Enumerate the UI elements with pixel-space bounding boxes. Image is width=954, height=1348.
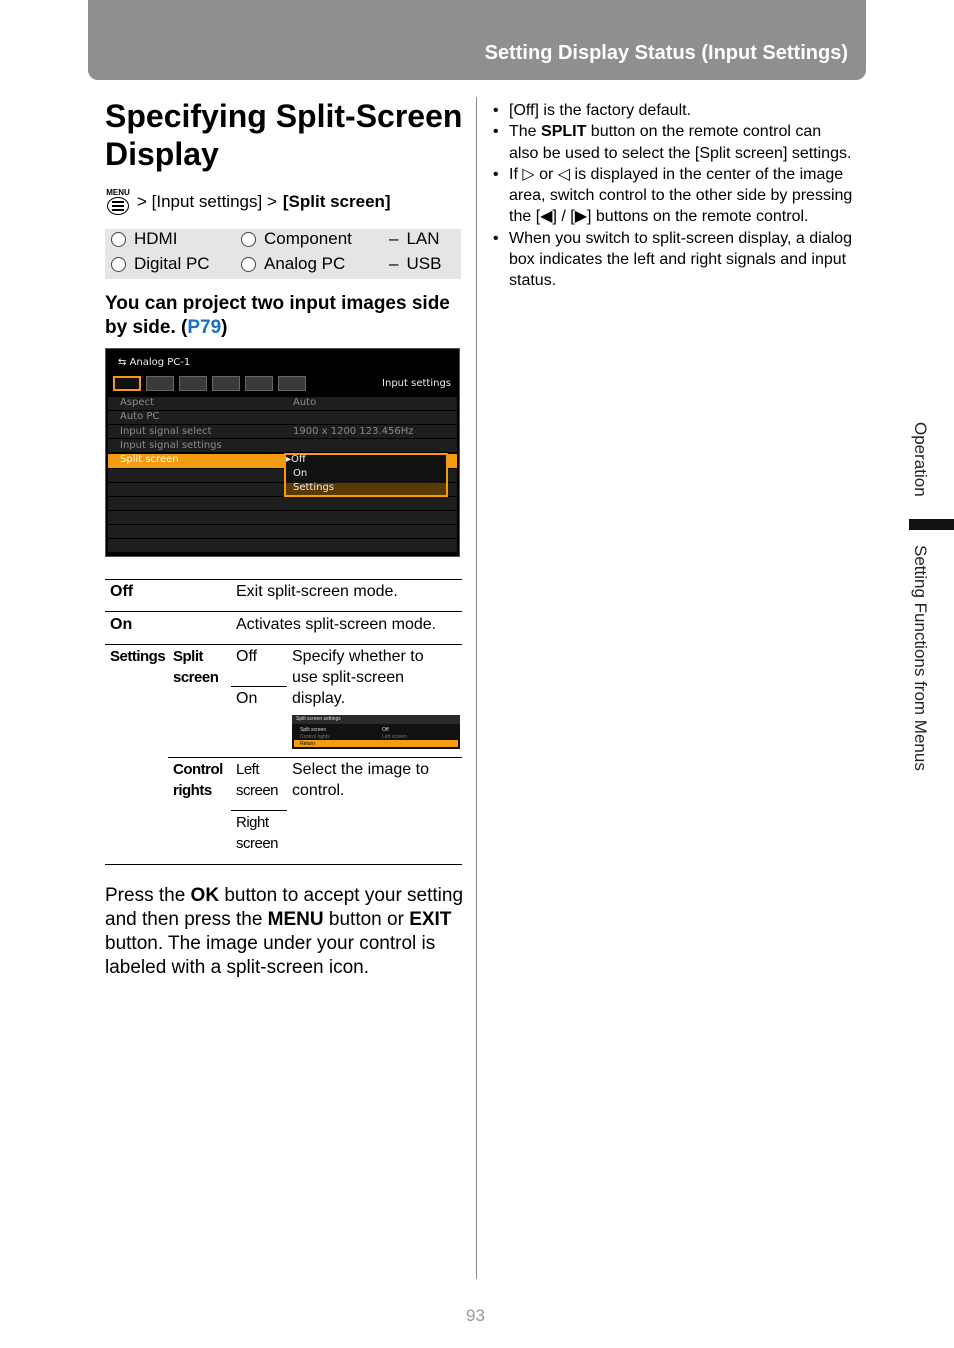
split-screen-row: Split screen xyxy=(120,454,179,465)
option-off: ▸Off xyxy=(286,454,306,465)
off-desc: Exit split-screen mode. xyxy=(236,583,398,600)
triangle-right-outline-icon: ▷ xyxy=(522,165,535,183)
split-settings-thumbnail: Split screen settings Split screen Off Control rights Left screen Return xyxy=(292,715,460,749)
triangle-right-icon: ▶ xyxy=(574,208,587,226)
notes-list xyxy=(493,100,853,292)
triangle-left-icon: ◀ xyxy=(540,208,553,226)
lead-text: You can project two input images side by side. (P79) xyxy=(105,293,450,338)
tab-info xyxy=(278,376,306,391)
list-item: • The SPLIT button on the remote control can also be used to select the [Split screen] settings. xyxy=(493,121,853,164)
side-label-operation: Operation xyxy=(911,422,930,497)
tab-input xyxy=(113,376,141,391)
tab-system xyxy=(212,376,240,391)
side-tab-marker xyxy=(909,519,954,530)
input-lan: – LAN xyxy=(389,229,440,248)
menu-path xyxy=(105,188,391,216)
menu-path-prefix: > [Input settings] > xyxy=(137,192,277,211)
instruction-paragraph: Press the OK button to accept your setting and then press the MENU button or EXIT button. The image under your control is labeled with a split-screen icon. xyxy=(105,885,464,978)
page-number: 93 xyxy=(466,1306,485,1325)
input-usb: – USB xyxy=(389,254,442,273)
list-item: • [Off] is the factory default. xyxy=(493,100,853,121)
tab-strip xyxy=(113,376,311,393)
page-title: Specifying Split-Screen Display xyxy=(105,98,463,172)
circle-icon xyxy=(241,257,256,272)
dash-icon: – xyxy=(389,254,399,273)
header-bar xyxy=(88,0,866,80)
side-label-section: Setting Functions from Menus xyxy=(911,545,930,771)
page-link[interactable]: P79 xyxy=(187,317,222,338)
on-desc: Activates split-screen mode. xyxy=(236,616,437,633)
menu-path-item: [Split screen] xyxy=(282,192,391,211)
menu-title: Input settings xyxy=(382,378,451,389)
settings-label: Settings xyxy=(110,648,166,665)
input-compatibility-box xyxy=(105,229,461,279)
on-label: On xyxy=(110,616,133,633)
dash-icon: – xyxy=(389,229,399,248)
menu-button-icon xyxy=(105,188,131,216)
input-hdmi: HDMI xyxy=(111,229,177,249)
tab-network xyxy=(245,376,273,391)
header-title: Setting Display Status (Input Settings) xyxy=(484,42,848,64)
option-settings: Settings xyxy=(293,482,335,493)
list-item: • When you switch to split-screen display, a dialog box indicates the left and right signals and input status. xyxy=(493,228,853,292)
source-label: ⇆ Analog PC-1 xyxy=(118,357,191,368)
input-analog-pc: Analog PC xyxy=(241,254,345,274)
menu-icon-label: MENU xyxy=(106,188,130,197)
column-divider xyxy=(476,97,477,1279)
menu-screenshot: ⇆ Analog PC-1 Input settings Aspect Auto Auto PC Input signal select 1900 x 1200 123.456Hz Input signal settings Split screen ▸Off On Settings xyxy=(105,348,460,557)
tab-install xyxy=(179,376,207,391)
input-digital-pc: Digital PC xyxy=(111,254,210,274)
off-label: Off xyxy=(110,583,134,600)
circle-icon xyxy=(111,257,126,272)
list-item: • If ▷ or ◁ is displayed in the center of the image area, switch control to the other side by pressing the [◀] / [▶] buttons on the remote control. xyxy=(493,164,853,228)
circle-icon xyxy=(111,232,126,247)
tab-image xyxy=(146,376,174,391)
triangle-left-outline-icon: ◁ xyxy=(557,165,571,183)
option-on: On xyxy=(293,468,308,479)
circle-icon xyxy=(241,232,256,247)
input-component: Component xyxy=(241,229,352,249)
